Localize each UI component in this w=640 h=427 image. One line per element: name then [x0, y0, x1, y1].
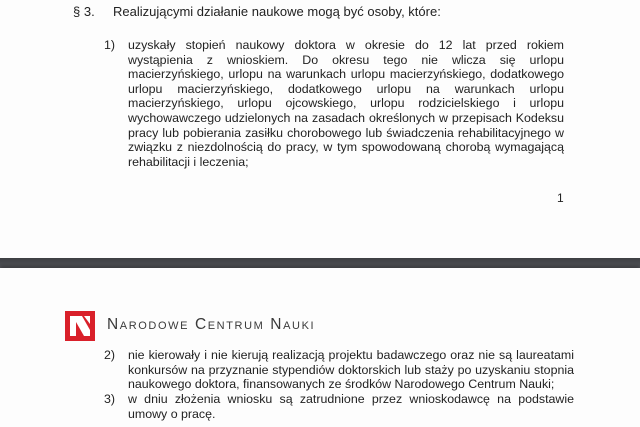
section-3-heading — [73, 4, 441, 20]
section-text: Realizującymi działanie naukowe mogą być osoby, które: — [113, 4, 441, 19]
ncn-logo-icon — [65, 311, 95, 341]
page-number: 1 — [557, 191, 564, 205]
list-item-number: 3) — [104, 392, 116, 406]
institution-name: Narodowe Centrum Nauki — [107, 316, 316, 333]
list-item-1 — [104, 38, 564, 169]
list-item-number: 1) — [104, 38, 116, 52]
section-number: § 3. — [73, 4, 95, 19]
list-item-text: w dniu złożenia wniosku są zatrudnione przez wnioskodawcę na podstawie umowy o pracę. — [128, 392, 574, 421]
list-item-text: nie kierowały i nie kierują realizacją projektu badawczego oraz nie są laureatami konkursów na przyznanie stypendiów doktorskich lub staży po uzyskaniu stopnia naukowego doktora, finansowanych ze środków Narodowego Centrum Nauki; — [128, 348, 574, 392]
page-separator — [0, 258, 640, 268]
list-item-number: 2) — [104, 348, 116, 362]
logo-mark-left-bar — [70, 316, 76, 336]
list-item-text: uzyskały stopień naukowy doktora w okresie do 12 lat przed rokiem wystąpienia z wnioskiem. Do okresu tego nie wlicza się urlopu macierzyńskiego, urlopu na warunkach urlopu macierzyńskiego, dodatkowego urlopu macierzyńskiego, dodatkowego urlopu na warunkach urlopu macierzyńskiego, urlopu ojcowskiego, urlopu rodzicielskiego i urlopu wychowawczego udzielonych na zasadach określonych w przepisach Kodeksu pracy lub pobierania zasiłku chorobowego lub świadczenia rehabilitacyjnego w związku z niezdolnością do pracy, w tym spowodowaną chorobą wymagającą rehabilitacji i leczenia; — [128, 38, 564, 169]
